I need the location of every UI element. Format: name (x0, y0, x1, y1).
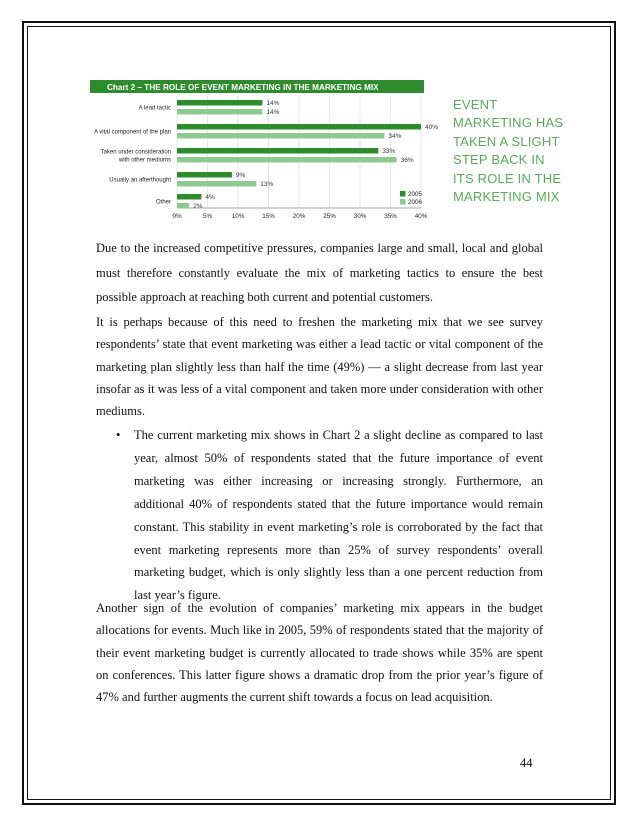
chart-legend-label: 2005 (408, 191, 423, 198)
chart-data-label: 33% (382, 148, 396, 155)
bullet-icon: • (116, 428, 121, 442)
chart-bar (177, 194, 201, 200)
chart-legend-swatch (400, 199, 406, 205)
sidebar-line: MARKETING HAS (453, 115, 564, 131)
sidebar-pull-quote (453, 96, 563, 206)
chart-data-label: 13% (260, 181, 274, 188)
chart-bar (177, 100, 262, 106)
chart-x-tick-label: 10% (231, 213, 245, 220)
chart-bar (177, 203, 189, 209)
chart-x-tick-label: 25% (323, 213, 336, 220)
chart-x-tick-label: 20% (292, 213, 306, 220)
chart-data-label: 36% (400, 157, 414, 164)
chart-category-label: A lead tactic (138, 105, 171, 112)
chart-x-tick-label: 40% (414, 213, 428, 220)
chart-legend-label: 2006 (408, 199, 423, 206)
chart-bar (177, 109, 262, 115)
chart-category-label: Usually an afterthought (109, 177, 171, 184)
page-number: 44 (520, 756, 533, 770)
chart-data-label: 14% (266, 100, 280, 107)
chart-bar (177, 148, 378, 154)
chart-category-label: Taken under consideration (100, 149, 171, 156)
chart-title: Chart 2 – THE ROLE OF EVENT MARKETING IN THE MARKETING MIX (107, 83, 379, 92)
chart-data-label: 14% (266, 109, 280, 116)
chart-legend-swatch (400, 191, 406, 197)
chart-x-tick-label: 15% (262, 213, 275, 220)
bullet-text: The current marketing mix shows in Chart 2 a slight decline as compared to last year, almost 50% of respondents stated that the future importance of event marketing was either increasing or increasing strongly. Furthermore, an additional 40% of respondents stated that the future importance would remain constant. This stability in event marketing’s role is corroborated by the fact that event marketing represents more than 25% of survey respondents’ overall marketing budget, which is only slightly less than a one percent reduction from last year’s figure. (134, 428, 543, 603)
chart-category-label: Other (155, 199, 171, 206)
chart-category-label: with other mediums (118, 157, 171, 164)
chart-x-tick-label: 35% (384, 213, 397, 220)
marketing-mix-chart (90, 80, 440, 222)
chart-category-label: A vital component of the plan (93, 129, 171, 136)
chart-data-label: 9% (235, 172, 246, 179)
chart-data-label: 4% (205, 194, 215, 201)
chart-data-label: 2% (193, 203, 203, 210)
sidebar-line: EVENT (453, 97, 498, 112)
chart-bar (177, 133, 384, 139)
chart-legend (400, 191, 423, 206)
paragraph-freshen-marketing-mix: It is perhaps because of this need to freshen the marketing mix that we see survey respondents’ state that event marketing was either a lead tactic or vital component of the marketing plan slightly less than half the time (49%) — a slight decrease from last year insofar as it was less of a vital component and taken more under consideration with other mediums. (96, 315, 543, 419)
sidebar-line: MARKETING MIX (453, 189, 560, 205)
chart-bars (177, 100, 438, 210)
chart-x-tick-label: 30% (353, 213, 367, 220)
chart-bar (177, 181, 256, 187)
chart-data-label: 40% (425, 124, 439, 131)
sidebar-line: ITS ROLE IN THE (453, 170, 562, 186)
paragraph-competitive-pressures: Due to the increased competitive pressures, companies large and small, local and global must therefore constantly evaluate the mix of marketing tactics to ensure the best possible approach at reaching both current and potential customers. (96, 241, 543, 304)
chart-category-labels (94, 105, 171, 205)
paragraph-budget-allocations: Another sign of the evolution of companies’ marketing mix appears in the budget allocations for events. Much like in 2005, 59% of respondents stated that the majority of their event marketing budget is currently allocated to trade shows while 35% are spent on conferences. This latter figure shows a dramatic drop from the prior year’s figure of 47% and further augments the current shift towards a focus on lead acquisition. (96, 601, 543, 705)
chart-x-tick-label: 5% (202, 213, 213, 220)
sidebar-line: TAKEN A SLIGHT (453, 133, 560, 149)
sidebar-line: STEP BACK IN (453, 152, 545, 168)
chart-x-tick-label: 0% (172, 213, 182, 220)
chart-x-tick-labels (172, 213, 427, 220)
chart-bar (177, 172, 232, 178)
chart-bar (177, 124, 421, 130)
chart-data-label: 34% (388, 133, 402, 140)
chart-bar (177, 157, 397, 163)
